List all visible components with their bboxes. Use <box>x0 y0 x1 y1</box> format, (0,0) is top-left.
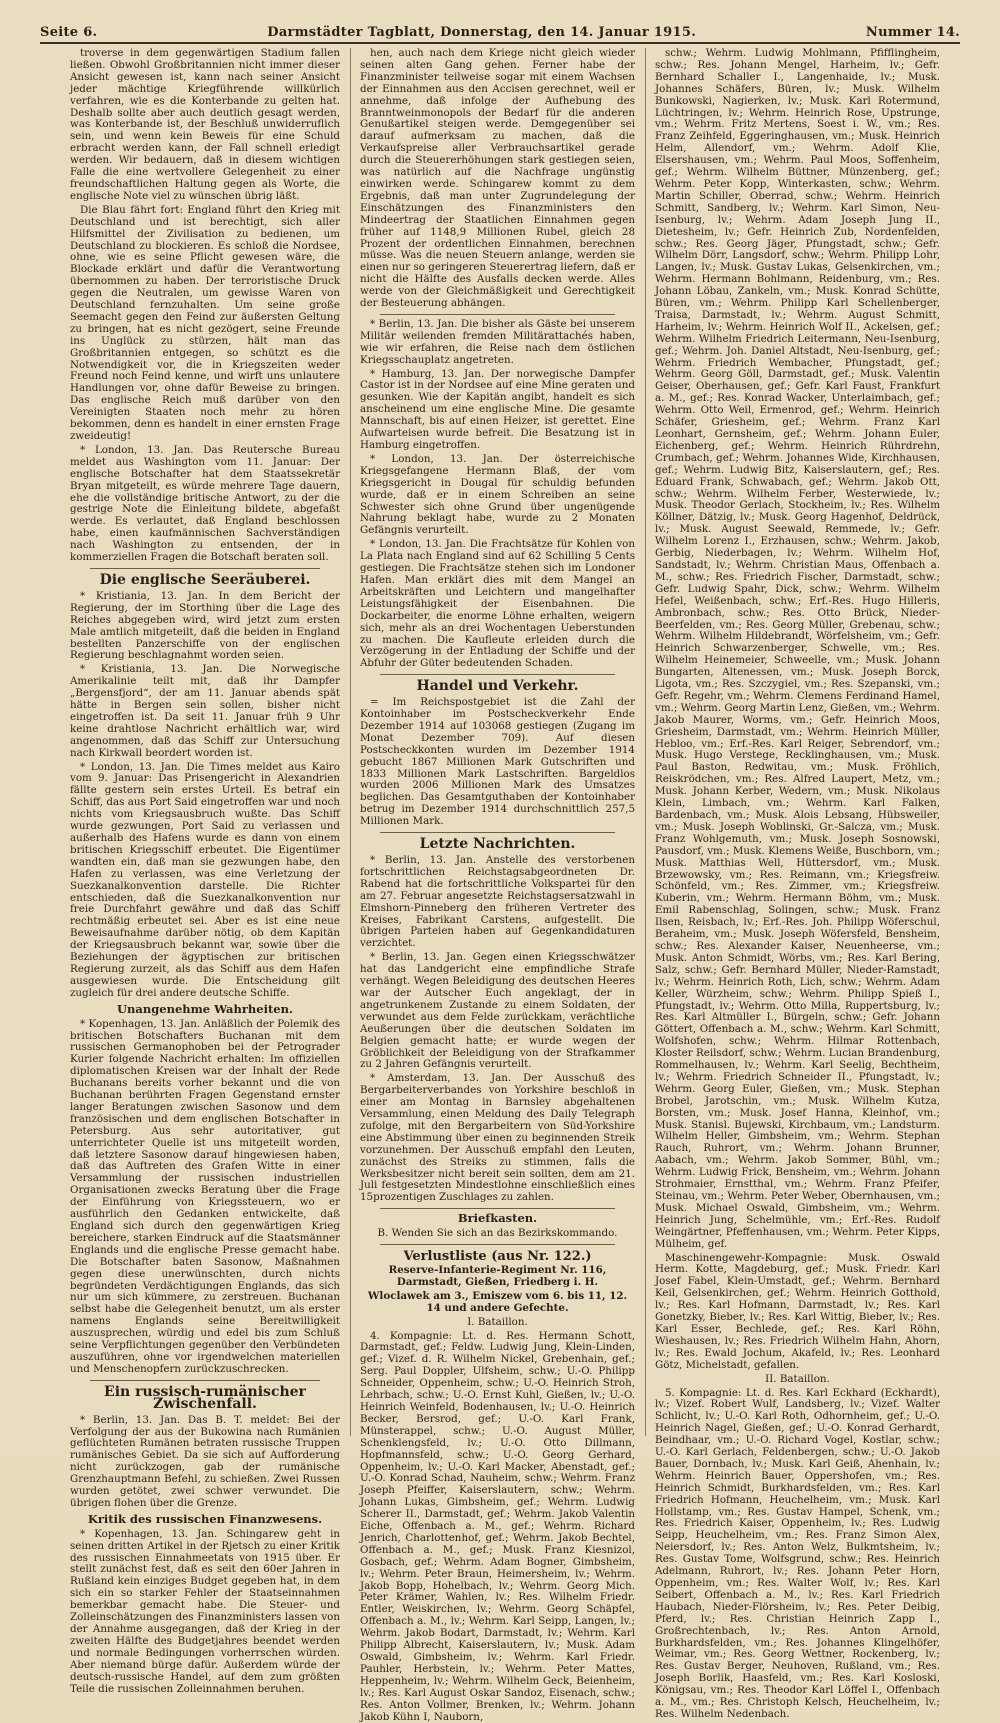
paragraph: * Berlin, 13. Jan. Anstelle des verstorbenen fortschrittlichen Reichstagsabgeordneten Dr. Rabend hat die fortschrittliche Volkspartei für den am 27. Februar angesetzte Reichstagsersatzwahl in Elmshorn-Pinneberg den früheren Vertreter des Kreises, Fabrikant Carstens, aufgestellt. Die übrigen Parteien haben auf Gegenkandidaturen verzichtet. <box>360 854 635 950</box>
battalion-heading: I. Bataillon. <box>467 1315 528 1328</box>
paragraph: B. Wenden Sie sich an das Bezirkskommando. <box>377 1227 618 1240</box>
column-rule <box>350 48 351 1436</box>
section-heading: Die englische Seeräuberei. <box>99 571 311 588</box>
paragraph: * London, 13. Jan. Das Reutersche Bureau meldet aus Washington vom 11. Januar: Der englische Botschafter hat dem Staatssekretär Bryan mitgeteilt, es würde mehrere Tage dauern, ehe die vollständige britische Antwort, zu der die gestrige Note die Einleitung bildete, abgefaßt werde. Es verlautet, daß England beschlossen habe, einen kaufmännischen Sachverständigen nach Washington zu entsenden, der in kommerziellen Fragen die Botschaft beraten soll. <box>70 443 340 564</box>
section-heading: Unangenehme Wahrheiten. <box>117 1001 293 1016</box>
column-3 <box>655 47 940 1720</box>
paragraph: Maschinengewehr-Kompagnie: Musk. Oswald Herm. Kotte, Magdeburg, gef.; Musk. Friedr. Karl Josef Fabel, Klein-Umstadt, gef.; Wehrm. Bernhard Keil, Gelsenkirchen, gef.; Wehrm. Heinrich Gotthold, lv.; Res. Karl Hofmann, Darmstadt, lv.; Res. Karl Gonetzky, Bieber, lv.; Res. Karl Wittig, Bieber, lv.; Res. Karl Esser, Bechlede, gef.; Res. Karl Röhn, Wieshausen, lv.; Res. Friedrich Wilhelm Hahn, Ahorn, lv.; Res. Ewald Jochum, Akafeld, lv.; Res. Leonhard Götz, Michelstadt, gefallen. <box>655 1251 940 1371</box>
divider <box>380 1208 615 1209</box>
paragraph: * Berlin, 13. Jan. Die bisher als Gäste bei unserem Militär weilenden fremden Militärattachés haben, wie wir erfahren, die Reise nach dem östlichen Kriegsschauplatz angetreten. <box>360 317 635 366</box>
section-heading: Handel und Verkehr. <box>416 678 579 695</box>
paragraph: * Berlin, 13. Jan. Das B. T. meldet: Bei der Verfolgung der aus der Bukowina nach Rumänien geflüchteten Rumänen betraten russische Truppen rumänisches Gebiet. Da sie sich auf Aufforderung nicht zurückzogen, gab der rumänische Grenzhauptmann Befehl, zu schießen. Zwei Russen wurden getötet, zwei schwer verwundet. Die übrigen flohen über die Grenze. <box>70 1413 340 1509</box>
paragraph: * Kristiania, 13. Jan. In dem Bericht der Regierung, der im Storthing über die Lage des Reiches abgegeben wird, wird jetzt zum ersten Male amtlich mitgeteilt, daß die beiden in England bestellten Panzerschiffe von der englischen Regierung beschlagnahmt worden seien. <box>70 589 340 662</box>
divider <box>90 568 320 569</box>
header-rule <box>40 42 960 44</box>
column-1 <box>70 47 340 1695</box>
column-rule <box>645 48 646 1436</box>
section-heading: Verlustliste (aus Nr. 122.) <box>403 1249 592 1265</box>
paragraph: 4. Kompagnie: Lt. d. Res. Hermann Schott, Darmstadt, gef.; Feldw. Ludwig Jung, Klein-Linden, gef.; Vizef. d. R. Wilhelm Nickel, Grebenhain, gef.; Serg. Paul Doppler, Ulfsheim, schw.; U.-O. Philipp Schneider, Oppenheim, schw.; U.-O. Heinrich Stroh, Lehrbach, schw.; U.-O. Ernst Kuhl, Gießen, lv.; U.-O. Heinrich Weinfeld, Bodenhausen, lv.; U.-O. Heinrich Becker, Bersrod, gef.; U.-O. Karl Frank, Münsterappel, schw.; U.-O. August Müller, Schenklengsfeld, lv.; U.-O. Otto Dillmann, Hopfmannsfeld, schw.; U.-O. Georg Gerhard, Oppenheim, lv.; U.-O. Karl Macker, Abenstadt, gef.; U.-O. Konrad Schad, Nauheim, schw.; Wehrm. Franz Joseph Pfeiffer, Kaiserslautern, schw.; Wehrm. Johann Lukas, Gimbsheim, gef.; Wehrm. Ludwig Scherer II., Darmstadt, gef.; Wehrm. Jakob Valentin Eiche, Offenbach a. M., gef.; Wehrm. Richard Jenrich, Charlottenhof, gef.; Wehrm. Jakob Bechtel, Offenbach a. M., gef.; Musk. Franz Kiesnizol, Gosbach, gef.; Wehrm. Adam Bogner, Gimbsheim, lv.; Wehrm. Peter Braun, Heimersheim, lv.; Wehrm. Jakob Bopp, Hohelbach, lv.; Wehrm. Georg Mich. Peter Krämer, Wahlen, lv.; Res. Wilhelm Friedr. Entler, Weiskirchen, lv.; Wehrm. Georg Schäpfel, Offenbach a. M., lv.; Wehrm. Karl Seipp, Langen, lv.; Wehrm. Jakob Bodart, Darmstadt, lv.; Wehrm. Karl Philipp Albrecht, Kaiserslautern, lv.; Musk. Adam Oswald, Gimbsheim, lv.; Wehrm. Karl Friedr. Pauhler, Herbstein, lv.; Wehrm. Peter Mattes, Heppenheim, lv.; Wehrm. Wilhelm Geck, Beienheim, lv.; Res. Karl August Oskar Sandoz, Eisenach, schw.; Res. Anton Vollmer, Brenken, lv.; Wehrm. Johann Jakob Kühn I, Nauborn, <box>360 1329 635 1723</box>
paragraph: * Kristiania, 13. Jan. Die Norwegische Amerikalinie teilt mit, daß ihr Dampfer „Bergensfjord“, der am 11. Januar abends spät hätte in Bergen sein sollen, bisher nicht eingetroffen ist. Da seit 11. Januar früh 9 Uhr keine drahtlose Nachricht erhältlich war, wird angenommen, daß das Schiff zur Untersuchung nach Kirkwall beordert worden ist. <box>70 663 340 759</box>
paragraph: * London, 13. Jan. Die Times meldet aus Kairo vom 9. Januar: Das Prisengericht in Alexandrien fällte gestern sein erstes Urteil. Es betraf ein Schiff, das aus Port Said eingetroffen war und noch nichts vom Kriegsausbruch wußte. Das Schiff wurde gezwungen, Port Said zu verlassen und außerhalb des Hafens wurde es dann von einem britischen Kriegsschiff erbeutet. Die Eigentümer wandten ein, daß man sie gezwungen habe, den Hafen zu verlassen, was eine Verletzung der Suezkanalkonvention darstelle. Die Richter entschieden, daß die Suezkanalkonvention nur freie Durchfahrt gewähre und daß das Schiff rechtmäßig erbeutet sei. Aber es ist eine neue Beweisaufnahme darüber nötig, ob dem Kapitän der Kriegsausbruch bekannt war, sowie über die Beziehungen der ägyptischen zur britischen Regierung zurzeit, als das Schiff aus dem Hafen ausgewiesen wurde. Die Entscheidung gilt zugleich für drei andere deutsche Schiffe. <box>70 760 340 999</box>
paragraph: = Im Reichspostgebiet ist die Zahl der Kontoinhaber im Postscheckverkehr Ende Dezember 1914 auf 103068 gestiegen (Zugang im Monat Dezember 709). Auf diesen Postscheckkonten wurden im Dezember 1914 gebucht 1867 Millionen Mark Gutschriften und 1833 Millionen Mark Lastschriften. Bargeldlos wurden 2006 Millionen Mark des Umsatzes beglichen. Das Gesamtguthaben der Kontoinhaber betrug im Dezember 1914 durchschnittlich 257,5 Millionen Mark. <box>360 696 635 828</box>
paragraph: * Berlin, 13. Jan. Gegen einen Kriegsschwätzer hat das Landgericht eine empfindliche Strafe verhängt. Wegen Beleidigung des deutschen Heeres war der Autscher Euch angeklagt, der in angetrunkenem Zustande zu einem Soldaten, der verwundet aus dem Felde zurückkam, verächtliche Aeußerungen über die deutschen Soldaten im Belgien gemacht hatte; er wurde wegen der Gröblichkeit der Beleidigung von der Strafkammer zu 2 Jahren Gefängnis verurteilt. <box>360 951 635 1071</box>
paragraph: troverse in dem gegenwärtigen Stadium fallen ließen. Obwohl Großbritannien nicht immer dieser Ansicht gewesen ist, kann nach seiner Ansicht jeder mächtige Kriegführende willkürlich verfahren, wie es die Konterbande zu gelten hat. Deshalb sollte aber auch deutlich gesagt werden, was Konterbande ist, der Beschluß unwiderruflich sein, und wenn kein Beweis für eine Schuld erbracht werden kann, der Fall schnell erledigt werden. Wir bedauern, daß in diesem wichtigen Falle die eine wertvollere Gelegenheit zu einer freundschaftlichen Haltung gegen als Worte, die englische Note viel zu wünschen übrig läßt. <box>70 47 340 202</box>
masthead: Darmstädter Tagblatt, Donnerstag, den 14. Januar 1915. <box>267 25 697 40</box>
paragraph: Die Blau fährt fort: England führt den Krieg mit Deutschland und ist berechtigt, sich aller Hilfsmittel der Zivilisation zu bedienen, um Deutschland zu blockieren. Es schloß die Nordsee, ohne, wie es seine Pflicht gewesen wäre, die Blockade erklärt und dafür die Verantwortung übernommen zu haben. Der terroristische Druck gegen die Neutralen, um gewisse Waren von Deutschland fernzuhalten. Um seine große Seemacht gegen den Feind zur äußersten Geltung zu bringen, hat es nicht gezögert, seine Freunde ins Unglück zu stürzen, hält man das Großbritannien entgegen, so schützt es die Notwendigkeit vor, die in Kriegszeiten weder Freund noch Feind kenne, und wirft uns unlautere Handlungen vor, ohne dafür Beweise zu bringen. Das englische Reich muß darüber von den Vereinigten Staaten noch mehr zu hören bekommen, denn es handelt in einer ernsten Frage zweideutig! <box>70 203 340 442</box>
paragraph: schw.; Wehrm. Ludwig Mohlmann, Pfifflingheim, schw.; Res. Johann Mengel, Harheim, lv.; Gefr. Bernhard Schaller I., Langenhaide, lv.; Musk. Johannes Schäfers, Büren, lv.; Musk. Wilhelm Bunkowski, Nagierken, lv.; Musk. Karl Rotermund, Lüchtringen, lv.; Wehrm. Heinrich Rose, Upstrunge, vm.; Wehrm. Fritz Mertens, Soest i. W., vm.; Res. Franz Zeihfeld, Eggeringhausen, vm.; Musk. Heinrich Helm, Allendorf, vm.; Wehrm. Adolf Klie, Elsershausen, vm.; Wehrm. Paul Moos, Soffenheim, gef.; Wehrm. Wilhelm Büttner, Münzenberg, gef.; Wehrm. Peter Kopp, Winterkasten, schw.; Wehrm. Martin Schiller, Oberrad, schw.; Wehrm. Heinrich Schmitt, Sandberg, lv.; Wehrm. Karl Simon, Neu-Isenburg, lv.; Wehrm. Adam Joseph Jung II., Dietesheim, lv.; Gefr. Heinrich Zub, Nordenfelden, schw.; Res. Georg Jäger, Pfungstadt, schw.; Gefr. Wilhelm Dörr, Langsdorf, schw.; Wehrm. Philipp Lohr, Langen, lv.; Musk. Gustav Lukas, Gelsenkirchen, vm.; Wehrm. Hermann Bohlmann, Reidenburg, vm.; Res. Johann Löbau, Zankeln, vm.; Musk. Konrad Schütte, Büren, vm.; Wehrm. Philipp Karl Schellenberger, Traisa, Darmstadt, lv.; Wehrm. August Schmitt, Harheim, lv.; Wehrm. Heinrich Wolf II., Ackelsen, gef.; Wehrm. Wilhelm Friedrich Leitermann, Neu-Isenburg, gef.; Wehrm. Joh. Daniel Altstadt, Neu-Isenburg, gef.; Wehrm. Friedrich Wembacher, Pfungstadt, gef.; Wehrm. Georg Göll, Darmstadt, gef.; Musk. Valentin Geiser, Oberhausen, gef.; Gefr. Karl Faust, Frankfurt a. M., gef.; Res. Konrad Wacker, Unterlaimbach, gef.; Wehrm. Otto Weil, Ermenrod, gef.; Wehrm. Heinrich Schäfer, Griesheim, gef.; Wehrm. Franz Karl Leonhart, Gernsheim, gef.; Wehrm. Johann Euler, Eichenberg, gef.; Wehrm. Heinrich Rührdrehn, Crumbach, gef.; Wehrm. Johannes Wide, Kirchhausen, gef.; Wehrm. Ludwig Bitz, Kaiserslautern, gef.; Res. Eduard Frank, Schwabach, gef.; Wehrm. Jakob Ott, schw.; Wehrm. Wilhelm Ferber, Westerwiede, lv.; Musk. Theodor Gerlach, Stockheim, lv.; Res. Wilhelm Köllner, Dätzig, lv.; Musk. Georg Hagenhof, Deldrück, lv.; Musk. August Seewald, Remmede, lv.; Gefr. Wilhelm Lorenz I., Erzhausen, schw.; Wehrm. Jakob, Gerbig, Niederbagen, lv.; Wehrm. Wilhelm Hof, Sandstadt, lv.; Wehrm. Christian Maus, Offenbach a. M., schw.; Res. Friedrich Fischer, Darmstadt, schw.; Gefr. Ludwig Spahr, Dick, schw.; Wehrm. Wilhelm Hefel, Weißenbach, schw.; Erf.-Res. Hugo Hilleris, Ambronbach, schw.; Res. Otto Brück, Nieder-Beerfelden, vm.; Res. Georg Müller, Grebenau, schw.; Wehrm. Wilhelm Hildebrandt, Wörfelsheim, vm.; Gefr. Heinrich Schwarzenberger, Schwelle, vm.; Res. Wilhelm Heinemeier, Schweelle, vm.; Musk. Johann Bungarten, Altenessen, vm.; Musk. Joseph Borck, Ligota, vm.; Res. Szczygiel, vm.; Res. Szepanski, vm.; Gefr. Regehr, vm.; Wehrm. Clemens Ferdinand Hamel, vm.; Wehrm. Georg Martin Lenz, Gießen, vm.; Wehrm. Jakob Maurer, Worms, vm.; Gefr. Heinrich Moos, Griesheim, Darmstadt, vm.; Wehrm. Heinrich Müller, Hebloo, vm.; Erf.-Res. Karl Reiger, Sebrendorf, vm.; Musk. Hugo Verstege, Recklinghausen, vm.; Musk. Paul Baston, Redwitau, vm.; Musk. Fröhlich, Reiskrödchen, vm.; Res. Alfred Laupert, Metz, vm.; Musk. Johann Kerber, Wedern, vm.; Musk. Nikolaus Klein, Limbach, vm.; Wehrm. Karl Falken, Bardenbach, vm.; Musk. Alois Lebsang, Hübsweiler, vm.; Musk. Joseph Woblinski, Gr.-Salcza, vm.; Musk. Franz Wohlgemuth, vm.; Musk. Joseph Sosnowski, Pausdorf, vm.; Musk. Klemens Weiße, Buschborn, vm.; Musk. Matthias Well, Hüttersdorf, vm.; Musk. Brzewowsky, vm.; Res. Reimann, vm.; Kriegsfreiw. Schönfeld, vm.; Res. Zimmer, vm.; Kriegsfreiw. Kuberin, vm.; Wehrm. Hermann Böhm, vm.; Musk. Emil Rabenschlag, Solingen, schw.; Musk. Franz Ilsen, Reisbach, lv.; Erf.-Res. Joh. Philipp Wöferschul, Beraheim, vm.; Musk. Joseph Wöfersfeld, Bensheim, schw.; Res. Alexander Kaiser, Neuenheerse, vm.; Musk. Anton Schmidt, Wörbs, vm.; Res. Karl Bering, Salz, schw.; Gefr. Bernhard Müller, Nieder-Ramstadt, lv.; Wehrm. Heinrich Roth, Lich, schw.; Wehrm. Adam Keller, Würzheim, schw.; Wehrm. Philipp Spieß I., Pfungstadt, lv.; Wehrm. Otto Milla, Ruppertsburg, lv.; Res. Karl Altmüller I., Bürgeln, schw.; Gefr. Johann Göttert, Offenbach a. M., schw.; Wehrm. Karl Schmitt, Wolfshofen, schw.; Wehrm. Hilmar Rottenbach, Kloster Reilsdorf, schw.; Wehrm. Lucian Brandenburg, Rommelhausen, lv.; Wehrm. Karl Seelig, Bechtheim, lv.; Wehrm. Friedrich Schneider II., Pfungstadt, lv.; Wehrm. Georg Euler, Gießen, vm.; Musk. Stephan Brobel, Jarotschin, vm.; Musk. Wilhelm Kutza, Borsten, vm.; Musk. Josef Hanna, Kleinhof, vm.; Musk. Stanisl. Bujewski, Kirchbaum, vm.; Landsturm. Wilhelm Heller, Gimbsheim, vm.; Wehrm. Stephan Rauch, Ruhrort, vm.; Wehrm. Johann Brunner, Aabach, vm.; Wehrm. Jakob Sommer, Bühl, vm.; Wehrm. Ludwig Frick, Bensheim, vm.; Wehrm. Johann Strohmaier, Ernstthal, vm.; Wehrm. Franz Pfeifer, Steinau, vm.; Wehrm. Peter Weber, Obernhausen, vm.; Musk. Michael Oswald, Gimbsheim, vm.; Wehrm. Heinrich Jung, Schelmühle, vm.; Erf.-Res. Rudolf Weingärtner, Pfeffenhausen, vm.; Wehrm. Peter Kipps, Mülheim, gef. <box>655 47 940 1250</box>
section-heading: Letzte Nachrichten. <box>419 836 576 853</box>
page-number: Seite 6. <box>40 25 98 40</box>
regiment-heading: Reserve-Infanterie-Regiment Nr. 116, Darmstadt, Gießen, Friedberg i. H. <box>388 1264 607 1288</box>
paragraph: hen, auch nach dem Kriege nicht gleich wieder seinen alten Gang gehen. Ferner habe der Finanzminister teilweise sogar mit einem Wachsen der Einnahmen aus den Accisen gerechnet, weil er annehme, daß infolge der Aufhebung des Branntweinmonopols der Bedarf für die anderen Genußartikel steigen werde. Demgegenüber sei darauf aufmerksam zu machen, daß die Verkaufspreise aller Verbrauchsartikel gerade durch die Steuererhöhungen stark gestiegen seien, was natürlich auf die Nachfrage ungünstig einwirken werde. Schingarew kommt zu dem Ergebnis, daß man unter Zugrundelegung der Einschätzungen des Finanzministers den Mindeertrag der Staatlichen Einnahmen gegen früher auf 1148,9 Millionen Rubel, gleich 28 Prozent der ordentlichen Einnahmen, berechnen müsse. Was die neuen Steuern anlange, werden sie einen nur so geringeren Steuerertrag liefern, daß er nicht die Hälfte des Ausfalls decken werde. Alles werde von der Gleichmäßigkeit und Gerechtigkeit der Besteuerung abhängen. <box>360 47 635 310</box>
paragraph: * Hamburg, 13. Jan. Der norwegische Dampfer Castor ist in der Nordsee auf eine Mine geraten und gesunken. Wie der Kapitän angibt, handelt es sich anscheinend um eine englische Mine. Die gesamte Mannschaft, bis auf einen Heizer, ist gerettet. Eine Aufwarteisen wurde befreit. Die Besatzung ist in Hamburg eingetroffen. <box>360 367 635 451</box>
paragraph: * Amsterdam, 13. Jan. Der Ausschuß des Bergarbeiterverbandes von Yorkshire beschloß in einer am Montag in Barnsley abgehaltenen Versammlung, einen Meldung des Daily Telegraph zufolge, mit den Bergarbeitern von Süd-Yorkshire eine Abstimmung über einen zu beginnenden Streik vorzunehmen. Der Ausschuß empfahl den Leuten, zunächst des Streiks zu stimmen, falls die Werksbesitzer nicht bereit sein sollten, dem am 21. Juli festgesetzten Mindestlohne einschließlich eines 15prozentigen Zuschlages zu zahlen. <box>360 1072 635 1204</box>
section-heading: Kritik des russischen Finanzwesens. <box>87 1511 323 1526</box>
battalion-heading: II. Bataillon. <box>765 1372 830 1385</box>
divider <box>380 1244 615 1245</box>
places-heading: Wloclawek am 3., Emiszew vom 6. bis 11, 12. 14 und andere Gefechte. <box>367 1289 628 1314</box>
divider <box>380 674 615 675</box>
paragraph: * Kopenhagen, 13. Jan. Schingarew geht in seinen dritten Artikel in der Rjetsch zu einer Kritik des russischen Einnahmeetats von 1915 über. Er stellt zunächst fest, daß es seit den 60er Jahren in Rußland kein einziges Budget gegeben hat, in dem sich ein so starker Fehler der Staatseinnahmen bemerkbar gemacht habe. Die Steuer- und Zolleinschätzungen des Finanzministers lassen von der Annahme ausgegangen, daß der Krieg in der zweiten Hälfte des Budgetjahres beendet werden und normale Bedingungen vorherrschen würden. Aber niemand bürge dafür. Außerdem würde der deutsch-russische Handel, auf dem zum größten Teile die russischen Zolleinnahmen beruhen. <box>70 1527 340 1695</box>
paragraph: * London, 13. Jan. Der österreichische Kriegsgefangene Hermann Blaß, der vom Kriegsgericht in Dougal für schuldig befunden wurde, daß er in einem Schreiben an seine Schwester sich ohne Grund über ungenügende Nahrung beklagt habe, wurde zu 2 Monaten Gefängnis verurteilt. <box>360 452 635 537</box>
paragraph: * London, 13. Jan. Die Frachtsätze für Kohlen von La Plata nach England sind auf 62 Schilling 5 Cents gestiegen. Die Frachtsätze stehen sich im Londoner Hafen. Man erklärt dies mit dem Mangel an Arbeitskräften und Leichtern und mangelhafter Leistungsfähigkeit der Eisenbahnen. Die Dockarbeiter, die enorme Löhne erhalten, weigern sich, mehr als an drei Wochentagen Ueberstunden zu machen. Die Kaufleute erleiden durch die Verzögerung in der Entladung der Schiffe und der Abfuhr der Güter bedeutenden Schaden. <box>360 538 635 670</box>
section-heading: Briefkasten. <box>457 1211 538 1226</box>
divider <box>380 314 615 315</box>
divider <box>90 1380 320 1381</box>
paragraph: * Kopenhagen, 13. Jan. Anläßlich der Polemik des britischen Botschafters Buchanan mit dem russischen Germanophoben bei der Petrograder Kurier folgende Nachricht erhalten: Im offiziellen diplomatischen Kreisen war der Inhalt der Rede Buchanans bereits vorher bekannt und die von Buchanan berührten Fragen Gegenstand ernster langer Beratungen zwischen Sasonow und dem französischen und dem englischen Botschafter in Petersburg. Aus sehr autoritativer, gut unterrichteter Quelle ist uns mitgeteilt worden, daß letztere Sasonow darauf hingewiesen haben, daß das Auftreten des Grafen Witte in einer Versammlung der russischen industriellen Organisationen zwecks Beratung über die Frage der Einführung von Kriegssteuern, wo er ausführlich den Gedanken entwickelte, daß England sich durch den gegenwärtigen Krieg bereichere, starken Eindruck auf die Staatsmänner Englands und die englische Presse gemacht habe. Die Botschafter baten Sasonow, Maßnahmen gegen diese unerwünschten, durch nichts begründeten Verdächtigungen Englands, das sich nur um sich kümmere, zu zerstreuen. Buchanan selbst habe die Gelegenheit benutzt, um als erster namens Englands seine Bereitwilligkeit auszusprechen, würdig und edel bis zum Schluß seine Verpflichtungen gegenüber den Verbündeten auszuführen, ohne vor irgendwelchen materiellen und Menschenopfern zurückzuschrecken. <box>70 1017 340 1375</box>
divider <box>380 832 615 833</box>
page-header <box>40 14 960 40</box>
paragraph: 5. Kompagnie: Lt. d. Res. Karl Eckhard (Eckhardt), lv.; Vizef. Robert Wulf, Landsberg, lv.; Vizef. Walter Schlicht, lv.; U.-O. Karl Roth, Odhornheim, gef.; U.-O. Heinrich Nagel, Gießen, gef.; U.-O. Konrad Gerhardt, Beindhaar, vm.; U.-O. Richard Vogel, Kostlar, schw.; U.-O. Karl Gerlach, Feldenbergen, schw.; U.-O. Jakob Bauer, Dornbach, lv.; Musk. Karl Geiß, Ahenhain, lv.; Wehrm. Heinrich Bauer, Oppershofen, vm.; Res. Heinrich Schmidt, Burkhardsfelden, vm.; Res. Karl Friedrich Hofmann, Heuchelheim, vm.; Musk. Karl Hollstamp, vm.; Res. Gustav Hampel, Schenk, vm.; Res. Friedrich Kaiser, Oppenheim, lv.; Res. Ludwig Seipp, Heuchelheim, vm.; Res. Franz Simon Alex, Neiersdorf, lv.; Res. Anton Welz, Bulkmtsheim, lv.; Res. Gustav Tome, Wolfsgrund, schw.; Res. Heinrich Adelmann, Ruhrort, lv.; Res. Johann Peter Horn, Oppenheim, vm.; Res. Walter Wolf, lv.; Res. Karl Seibert, Offenbach a. M., lv.; Res. Karl Friedrich Haubach, Nieder-Flörsheim, lv.; Res. Peter Deibig, Pferd, lv.; Res. Christian Heinrich Zapp I., Großrechtenbach, lv.; Res. Anton Arnold, Burkhardsfelden, vm.; Res. Johannes Klingelhöfer, Weimar, vm.; Res. Georg Wettner, Rockenberg, lv.; Res. Gustav Berger, Neuhoven, Rußland, vm.; Res. Joseph Borlik, Haasfeld, vm.; Res. Karl Kosloski, Königsau, vm.; Res. Theodor Karl Löffel I., Offenbach a. M., vm.; Res. Christoph Kelsch, Heuchelheim, lv.; Res. Wilhelm Nedenbach. <box>655 1386 940 1720</box>
column-2 <box>360 47 635 1723</box>
section-heading: Ein russisch-rumänischer Zwischenfall. <box>104 1383 306 1412</box>
issue-number: Nummer 14. <box>865 25 960 40</box>
